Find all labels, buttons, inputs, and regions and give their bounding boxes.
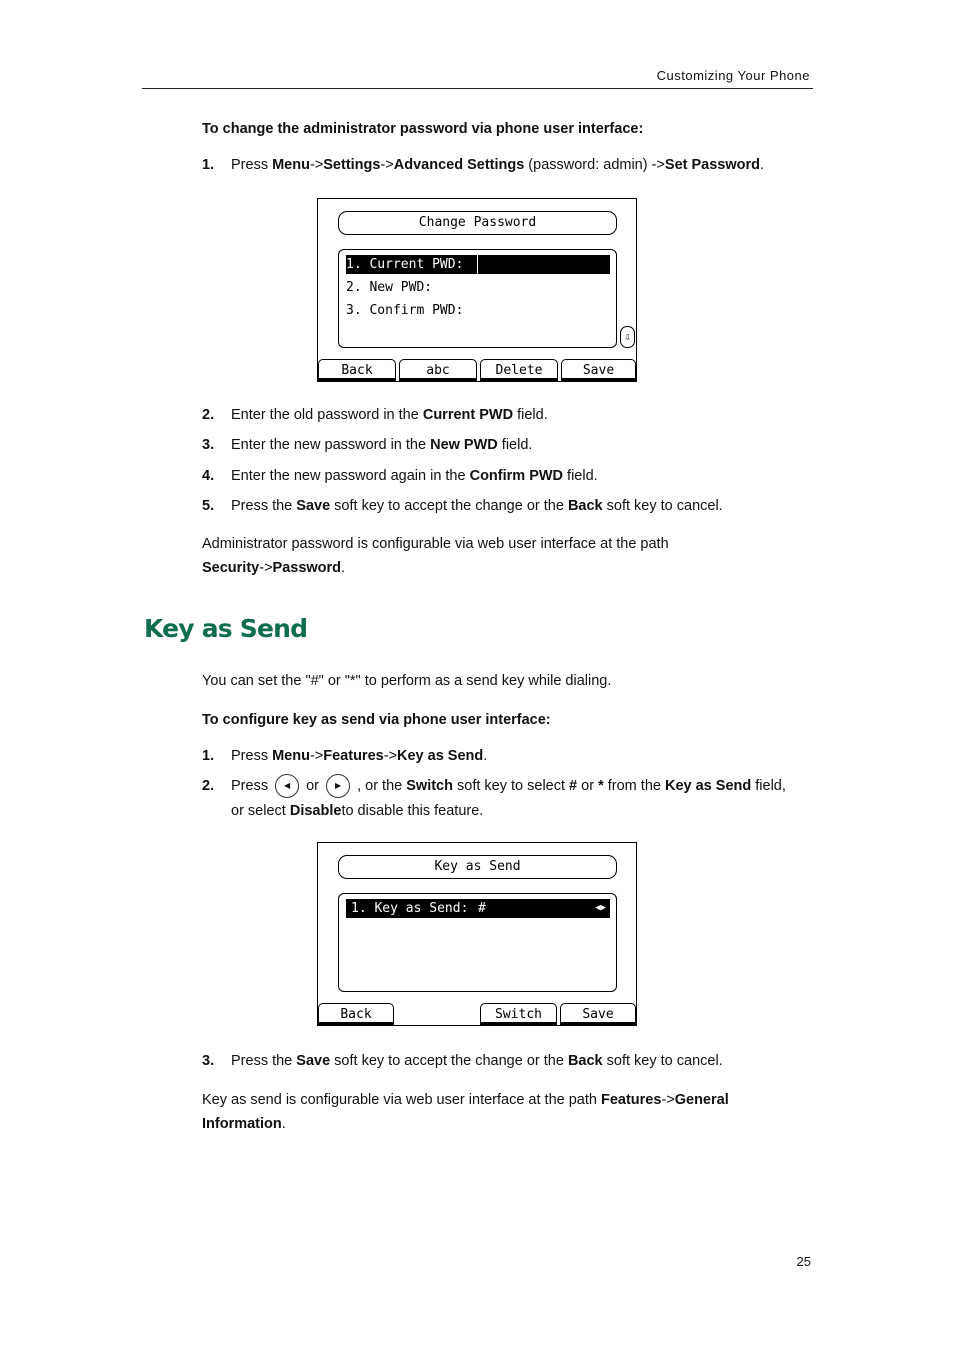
delete-softkey[interactable]: Delete — [480, 359, 558, 381]
arrow: -> — [380, 157, 394, 173]
back-term: Back — [567, 1053, 603, 1069]
key-as-send-intro: You can set the "#" or "*" to perform as a send key while dialing. — [202, 673, 612, 689]
back-term: Back — [567, 498, 603, 514]
back-softkey[interactable]: Back — [318, 359, 396, 381]
list-item[interactable]: 3. Confirm PWD: — [346, 303, 464, 318]
step-number: 2. — [202, 407, 215, 423]
arrow: -> — [259, 560, 273, 576]
step-number: 1. — [202, 748, 215, 764]
key-as-send-note — [202, 1090, 812, 1134]
current-pwd-label: 1. Current PWD: — [346, 257, 464, 272]
text: , or the — [353, 777, 407, 794]
text: from the — [603, 777, 665, 794]
text: Press — [231, 777, 273, 794]
left-right-arrows-icon[interactable]: ◀▶ — [595, 903, 606, 913]
field-list — [338, 249, 617, 348]
header-section-title: Customizing Your Phone — [656, 68, 810, 83]
switch-term: Switch — [406, 777, 453, 794]
text: Press — [231, 157, 273, 173]
admin-password-note — [202, 534, 802, 578]
switch-softkey[interactable]: Switch — [480, 1003, 557, 1025]
set-password-term: Set Password — [664, 157, 760, 173]
text: field. — [563, 468, 598, 484]
save-softkey[interactable]: Save — [561, 359, 636, 381]
screen-title: Change Password — [338, 211, 617, 235]
step-number: 3. — [202, 1053, 215, 1069]
text: to disable this feature. — [341, 803, 484, 819]
page-number: 25 — [796, 1254, 811, 1269]
change-password-heading: To change the administrator password via phone user interface: — [202, 121, 644, 137]
field-term: New PWD — [430, 437, 498, 453]
field-term: Current PWD — [422, 407, 514, 423]
text: Press the — [231, 1053, 297, 1069]
text-cursor — [477, 255, 478, 274]
step-number: 2. — [202, 778, 215, 794]
text: or — [302, 777, 324, 794]
arrow: -> — [309, 157, 324, 173]
key-as-send-value: # — [478, 901, 486, 916]
hash-term: # — [569, 777, 578, 794]
list-item[interactable] — [346, 255, 610, 274]
kas-step-2-line1 — [231, 774, 786, 798]
step-number: 3. — [202, 437, 215, 453]
step-1-text — [231, 157, 764, 173]
text: . — [760, 157, 765, 173]
text: . — [341, 560, 346, 576]
general-term: General — [674, 1092, 729, 1108]
text: soft key to select — [452, 777, 570, 794]
scroll-down-icon: ⇩ — [620, 326, 635, 348]
text: field, — [751, 777, 786, 794]
text: field. — [513, 407, 548, 423]
step-3-text — [231, 437, 532, 453]
key-as-send-term: Key as Send — [664, 777, 752, 794]
arrow: -> — [309, 748, 324, 764]
right-arrow-key-icon: ▶ — [326, 774, 350, 798]
text: Enter the new password again in the — [231, 468, 470, 484]
back-softkey[interactable]: Back — [318, 1003, 394, 1025]
step-2-text — [231, 407, 548, 423]
settings-term: Settings — [323, 157, 381, 173]
security-term: Security — [202, 560, 260, 576]
disable-term: Disable — [289, 803, 342, 819]
save-softkey[interactable]: Save — [560, 1003, 636, 1025]
text: Enter the new password in the — [231, 437, 431, 453]
text: soft key to accept the change or the — [330, 498, 568, 514]
features-term: Features — [600, 1092, 662, 1108]
text: Key as send is configurable via web user interface at the path — [202, 1092, 601, 1108]
save-term: Save — [296, 1053, 331, 1069]
field-term: Confirm PWD — [469, 468, 564, 484]
text: soft key to cancel. — [602, 498, 723, 514]
arrow: -> — [661, 1092, 675, 1108]
key-as-send-screen — [317, 842, 637, 1026]
screen-title: Key as Send — [338, 855, 617, 879]
text: Press the — [231, 498, 297, 514]
information-term: Information — [202, 1116, 282, 1132]
header-rule — [142, 88, 813, 89]
text: or select — [231, 803, 290, 819]
step-5-text — [231, 498, 723, 514]
list-item[interactable] — [346, 899, 610, 918]
note-line: Administrator password is configurable via web user interface at the path — [202, 536, 669, 552]
advanced-settings-term: Advanced Settings — [393, 157, 525, 173]
text: field. — [497, 437, 533, 453]
step-number: 1. — [202, 157, 215, 173]
change-password-screen — [317, 198, 637, 382]
key-as-send-term: Key as Send — [397, 748, 484, 764]
star-term: * — [598, 777, 604, 794]
text: Press — [231, 748, 273, 764]
key-as-send-heading: To configure key as send via phone user interface: — [202, 712, 551, 728]
step-number: 5. — [202, 498, 215, 514]
menu-term: Menu — [272, 748, 310, 764]
left-arrow-key-icon: ◀ — [275, 774, 299, 798]
password-term: Password — [272, 560, 342, 576]
text: Enter the old password in the — [231, 407, 423, 423]
text: . — [483, 748, 488, 764]
text: . — [281, 1116, 286, 1132]
list-item[interactable]: 2. New PWD: — [346, 280, 433, 295]
features-term: Features — [323, 748, 384, 764]
text: or — [577, 777, 599, 794]
step-number: 4. — [202, 468, 215, 484]
abc-softkey[interactable]: abc — [399, 359, 477, 381]
arrow: -> — [383, 748, 397, 764]
section-title: Key as Send — [144, 614, 308, 643]
menu-term: Menu — [272, 157, 310, 173]
key-as-send-label: 1. Key as Send: — [351, 901, 469, 916]
kas-step-3-text — [231, 1053, 723, 1069]
text: soft key to accept the change or the — [330, 1053, 568, 1069]
field-list — [338, 893, 617, 992]
text: (password: admin) -> — [524, 157, 665, 173]
kas-step-2-line2 — [231, 803, 483, 819]
kas-step-1-text — [231, 748, 487, 764]
text: soft key to cancel. — [602, 1053, 723, 1069]
step-4-text — [231, 468, 598, 484]
save-term: Save — [296, 498, 331, 514]
